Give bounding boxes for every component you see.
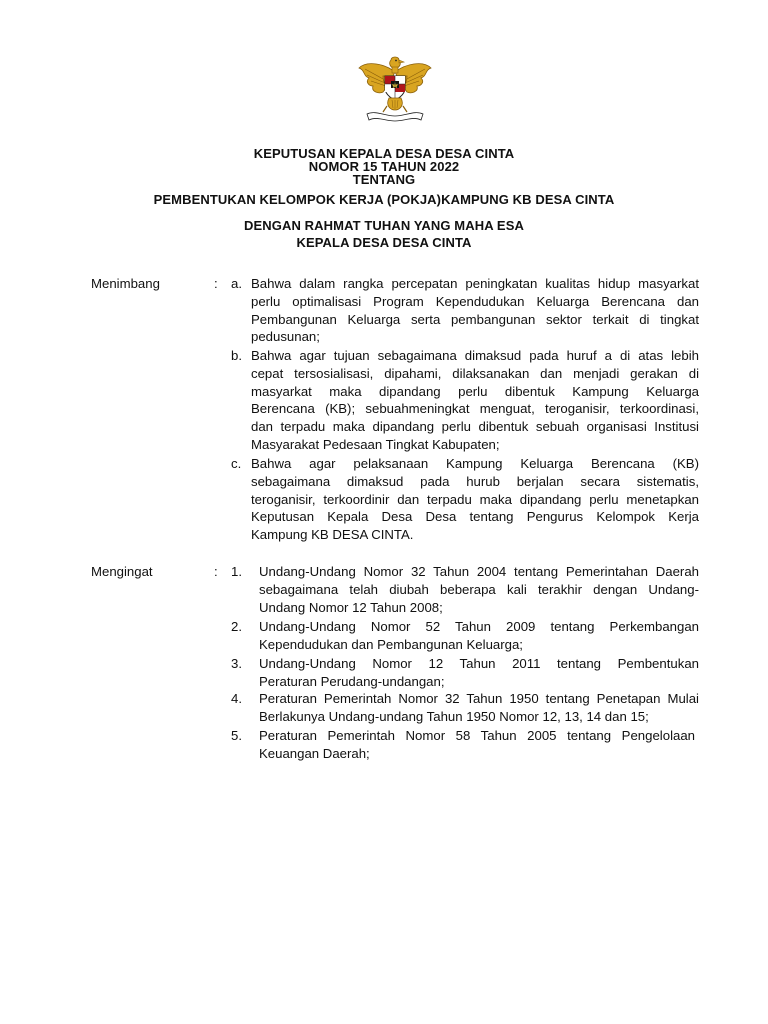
mengingat-item-marker: 5.: [231, 728, 242, 743]
text-line: Pembangunan Keluarga serta pembangunan sektor terkait di tingkat: [251, 311, 699, 327]
mengingat-colon: :: [214, 564, 218, 579]
mengingat-item-marker: 2.: [231, 619, 242, 634]
text-line: Keputusan Kepala Desa Desa tentang Pengurus Kelompok Kerja: [251, 509, 699, 525]
text-line: Berlakunya Undang-undang Tahun 1950 Nomor 12, 13, 14 dan 15;: [259, 708, 649, 724]
invocation-line: DENGAN RAHMAT TUHAN YANG MAHA ESA: [244, 218, 524, 233]
text-line: pedusunan;: [251, 329, 320, 345]
mengingat-item-text: [259, 727, 695, 763]
menimbang-item-text: [251, 455, 699, 544]
menimbang-item-marker: c.: [231, 456, 242, 471]
mengingat-item-text: [259, 563, 699, 616]
mengingat-label: Mengingat: [91, 564, 153, 579]
menimbang-item-marker: b.: [231, 348, 242, 363]
text-line: Kampung KB DESA CINTA.: [251, 527, 414, 543]
mengingat-item-marker: 1.: [231, 564, 242, 579]
decree-title: KEPUTUSAN KEPALA DESA DESA CINTA: [253, 146, 515, 161]
text-line: Masyarakat Pedesaan Tingkat Kabupaten;: [251, 436, 500, 452]
text-line: Bahwa dalam rangka percepatan peningkatan kualitas hidup masyarkat: [251, 276, 699, 291]
text-line: masyarkat maka dipandang perlu dibentuk Kampung Keluarga: [251, 383, 699, 399]
text-line: teroganisir, terkoordinir dan terpadu maka dipandang perlu menetapkan: [251, 491, 699, 507]
mengingat-item-marker: 3.: [231, 656, 242, 671]
text-line: Undang-Undang Nomor 32 Tahun 2004 tentang Pemerintahan Daerah: [259, 564, 699, 579]
text-line: Undang Nomor 12 Tahun 2008;: [259, 599, 443, 615]
text-line: sebagaimana telah diubah beberapa kali terakhir dengan Undang-: [259, 581, 699, 597]
text-line: Undang-Undang Nomor 12 Tahun 2011 tentang Pembentukan: [259, 656, 699, 671]
issuer-line: KEPALA DESA DESA CINTA: [296, 235, 472, 250]
text-line: Keuangan Daerah;: [259, 745, 370, 761]
text-line: sebagaimana dimaksud pada hurub berjalan secara sistematis,: [251, 473, 699, 489]
menimbang-item-marker: a.: [231, 276, 242, 291]
text-line: Berencana (KB); sebuahmeningkat menguat, teroganisir, terkoordinasi,: [251, 401, 699, 417]
mengingat-item-text: [259, 618, 699, 654]
text-line: Peraturan Pemerintah Nomor 58 Tahun 2005 tentang Pengelolaan: [259, 728, 695, 743]
text-line: Undang-Undang Nomor 52 Tahun 2009 tentang Perkembangan: [259, 619, 699, 634]
text-line: Peraturan Perudang-undangan;: [259, 673, 445, 689]
text-line: Peraturan Pemerintah Nomor 32 Tahun 1950 tentang Penetapan Mulai: [259, 691, 699, 706]
menimbang-label: Menimbang: [91, 276, 160, 291]
text-line: Kependudukan dan Pembangunan Keluarga;: [259, 636, 523, 652]
text-line: Bahwa agar tujuan sebagaimana dimaksud pada huruf a di atas lebih: [251, 348, 699, 363]
text-line: cepat tersosialisasi, dipahami, dilaksanakan dan menjadi gerakan di: [251, 365, 699, 381]
text-line: perlu optimalisasi Program Kependudukan Keluarga Berencana dan: [251, 293, 699, 309]
menimbang-colon: :: [214, 276, 218, 291]
decree-number: NOMOR 15 TAHUN 2022: [308, 159, 460, 174]
garuda-emblem-icon: [355, 54, 435, 130]
decree-subject: PEMBENTUKAN KELOMPOK KERJA (POKJA)KAMPUNG KB DESA CINTA: [153, 192, 615, 207]
menimbang-item-text: [251, 275, 699, 346]
mengingat-item-text: [259, 655, 699, 691]
menimbang-item-text: [251, 347, 699, 454]
text-line: dan terpadu maka dipandang perlu dibentuk sebuah organisasi Institusi: [251, 419, 699, 435]
decree-tentang: TENTANG: [352, 172, 416, 187]
mengingat-item-marker: 4.: [231, 691, 242, 706]
mengingat-item-text: [259, 690, 699, 726]
text-line: Bahwa agar pelaksanaan Kampung Keluarga Berencana (KB): [251, 456, 699, 471]
